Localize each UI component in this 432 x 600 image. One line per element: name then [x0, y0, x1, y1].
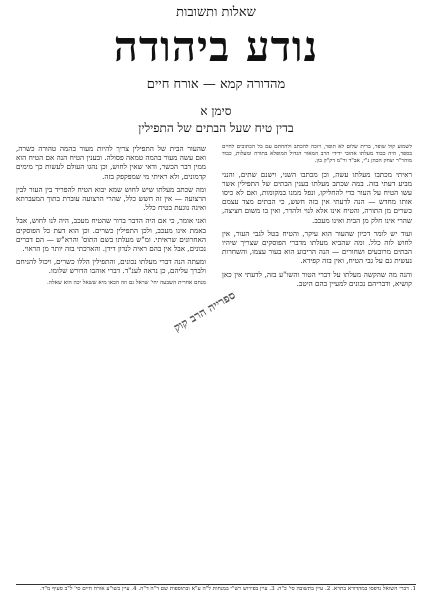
- text-column-right: [222, 144, 412, 584]
- body-paragraph: ומה שכתב מעלתו שיש לחוש שמא יבוא הטיח להפריד בין העור לבין הרצועה — אין זה חשש כלל, שהרי הרצועה עוברת בתוך המעברתא ואינה נוגעת בטיח כלל.: [16, 184, 206, 213]
- siman-number: סימן א: [200, 104, 232, 118]
- running-head: שאלות ותשובות: [176, 5, 256, 20]
- body-paragraph: והנה מה שהקשה מעלתו על דברי הטור והשו"ע בזה, לדעתי אין כאן קושיא, ודבריהם נכונים למעיין בהם היטב.: [222, 269, 412, 288]
- edition-subtitle: מהדורה קמא — אורח חיים: [146, 77, 286, 92]
- text-column-left: [16, 144, 206, 584]
- body-paragraph: ומעתה הנה דברי מעלתו נכונים, והתפילין הללו כשרים, ויכול להניחם ולברך עליהם, כן נראה לענ"ד. דברי אוהבו הדורש שלומו.: [16, 257, 206, 276]
- book-title: נודע ביהודה: [113, 22, 319, 71]
- body-paragraph: ראיתי מכתבו מעלתו עשה, וכן מכתבו השני, וישנם שתים, והנני מביע דעתי בזה. במה שכתב מעלתו בענין הבתים של התפילין אשר עשו הטיח על העור כדי להחליקו, ונפל ממנו במקומות, ואם לא כיסו אותו מחדש — הנה לדעתי אין בזה חשש, כי הבתים מצד עצמם כשרים מן התורה, והטיח אינו אלא לנוי ולהדר, ואין בו משום חציצה, שהרי אינו חלק מן הבית ואינו מעכב.: [222, 169, 412, 225]
- library-stamp: ספרייה הרב קוק: [171, 288, 238, 335]
- intro-paragraph: לשמוע קול שופר, ברית שלום לא תופר, ויזכה להכתב ולהחתם עם כל הכתובים לחיים בספר, היה כבוד מעלתו אהובי ידידי הרב המאור הגדול המופלא בתורה ומעלות, כבוד מוהר"ר יצחק הכהן נ"י, אב"ד ור"מ דק"ק בון.: [222, 144, 412, 165]
- body-paragraph: שהעור הבית של התפילין צריך להיות מעור בהמה טהורה כשרה, ואם עשה מעור בהמה טמאה פסולה. ובענין הטיח הנה אם הטיח הוא ממין דבר הכשר, ודאי שאין לחוש, וכן נהגו העולם לעשות כך מימים קדמונים, ולא ראיתי מי שמפקפק בזה.: [16, 144, 206, 181]
- body-paragraph: ואני אומר, כי אם היה הדבר ברור שהטיח מעכב, היה לנו לחוש, אבל באמת אינו מעכב, ולכן התפילין כשרים. וכן הוא דעת כל הפוסקים האחרונים שראיתי. ומ"ש מעלתו בשם התוס' והרא"ש — הם דברים נכונים, אבל אין בהם ראיה לנדון דידן. והארכתי בזה יותר מן הראוי.: [16, 216, 206, 254]
- body-paragraph: ועוד יש לומר דכיון שהעור הוא עיקר, והטיח בטל לגבי העור, אין לחוש לזה כלל. ומה שהביא מעלתו מדברי הפוסקים שצריך שיהיו הבתים מרובעים ושחורים — הנה הריבוע הוא בעור עצמו, והשחרות נעשית גם על גבי הטיח, ואין בזה קפידא.: [222, 228, 412, 266]
- footnote-divider: [16, 584, 416, 585]
- footnotes: 1. דברי השואל נדפסו במהדורא בתרא. 2. עיין בתשובה סי' כ"ה. 3. עיין בפירוש רש"י במנחות ל"ה ע"א ובתוספות שם ד"ה ד"ה. 4. עיין בשו"ע אורח חיים סי' ל"ב סעיף מ"ד.: [39, 586, 416, 592]
- section-heading: בדין טיח שעל הבתים של התפילין: [138, 121, 294, 135]
- closing-note: מנחם אחרית השבעה יחי' שראל גם וזה הכאו מיא ששאל יכה הוא שאלה.: [47, 279, 206, 286]
